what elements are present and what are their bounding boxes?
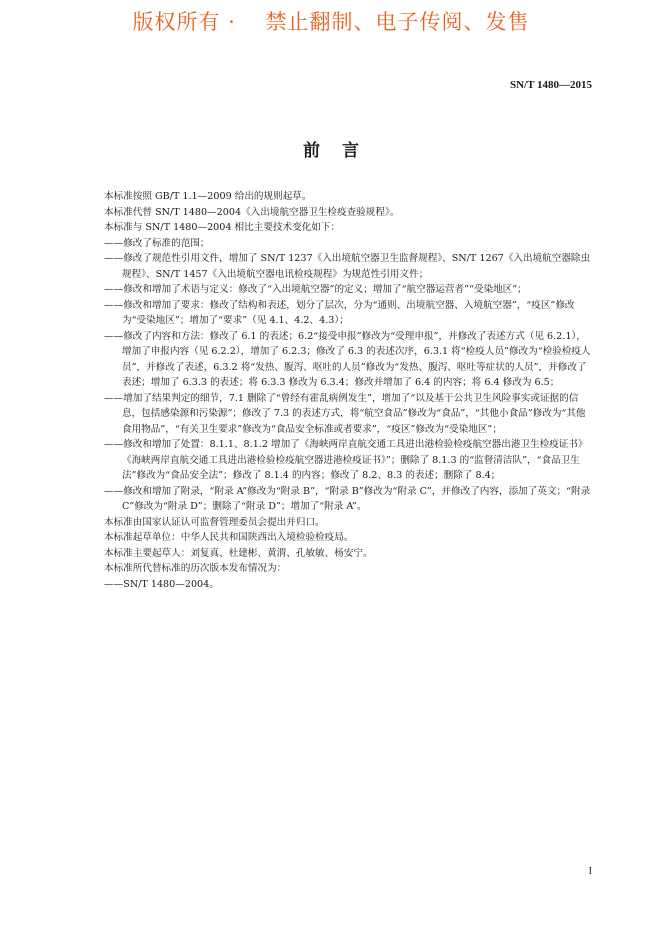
change-list-item: ——修改和增加了处置：8.1.1、8.1.2 增加了《海峡两岸直航交通工具进出港检验检疫航空器出港卫生检疫证书》《海峡两岸直航交通工具进出港检验检疫航空器进港检疫证书》”；删除了 8.1.3 的“监督清洁队”，“食品卫生法”修改为“食品安全法”；修改了 8.1.4 的内容；修改了 8.2、8.3 的表述；删除了 8.4； [104, 439, 588, 481]
foreword-body [104, 189, 592, 592]
history-list-item: ——SN/T 1480—2004。 [104, 578, 219, 590]
page-number: I [588, 866, 592, 877]
copyright-watermark: 版权所有 · 禁止翻制、电子传阅、发售 [132, 10, 530, 34]
paragraph: 本标准代替 SN/T 1480—2004《入出境航空器卫生检疫查验规程》。 [104, 206, 400, 218]
change-list-item: ——修改了标准的范围； [104, 237, 210, 249]
paragraph: 本标准与 SN/T 1480—2004 相比主要技术变化如下： [104, 222, 341, 233]
change-list-item: ——增加了结果判定的细节，7.1 删除了“曾经有霍乱病例发生”，增加了“以及基于公共卫生风险事实或证据的信息，包括感染源和污染源”；修改了 7.3 的表述方式，将“航空食品”修改为“食品”，“其他小食品”修改为“其他食用物品”，“有关卫生要求”修改为“食品安全标准或者要求”，“疫区”修改为“受染地区”； [104, 392, 586, 435]
change-list-item: ——修改和增加了附录，“附录 A”修改为“附录 B”，“附录 B”修改为“附录 C”，并修改了内容，添加了英文；“附录 C”修改为“附录 D”；删除了“附录 D”；增加了“附录 A”。 [104, 485, 591, 512]
paragraph: 本标准由国家认证认可监督管理委员会提出并归口。 [104, 516, 325, 528]
change-list-item: ——修改了规范性引用文件，增加了 SN/T 1237《入出境航空器卫生监督规程》、SN/T 1267《入出境航空器除虫规程》、SN/T 1457《入出境航空器电讯检疫规程》为规范性引用文件； [104, 253, 591, 280]
change-list-item: ——修改和增加了术语与定义：修改了“入出境航空器”的定义；增加了“航空器运营者”“受染地区”； [104, 284, 527, 295]
page-title: 前言 [303, 141, 381, 161]
paragraph: 本标准起草单位：中华人民共和国陕西出入境检验检疫局。 [104, 532, 354, 543]
paragraph: 本标准所代替标准的历次版本发布情况为： [104, 563, 287, 574]
change-list-item: ——修改和增加了要求：修改了结构和表述，划分了层次，分为“通则、出境航空器、入境航空器”，“疫区”修改为“受染地区”；增加了“要求”（见 4.1、4.2、4.3）； [104, 299, 575, 326]
paragraph: 本标准按照 GB/T 1.1—2009 给出的规则起草。 [104, 191, 312, 202]
change-list-item: ——修改了内容和方法：修改了 6.1 的表述；6.2“接受申报”修改为“受理申报”，并修改了表述方式（见 6.2.1），增加了申报内容（见 6.2.2），增加了 6.2.3；修改了 6.3 的表述次序，6.3.1 将“检疫人员”修改为“检验检疫人员”，并修改了表述，6.3.2 将“发热、腹泻、呕吐的人员”修改为“发热、腹泻、呕吐等症状的人员”，并修改了表述；增加了 6.3.3 的表述；将 6.3.3 修改为 6.3.4；修改并增加了 6.4 的内容；将 6.4 修改为 6.5； [104, 330, 591, 388]
standard-code: SN/T 1480—2015 [509, 79, 592, 91]
paragraph: 本标准主要起草人：刘复真、杜建彬、黄渭、孔敏敏、杨安宁。 [104, 547, 373, 559]
